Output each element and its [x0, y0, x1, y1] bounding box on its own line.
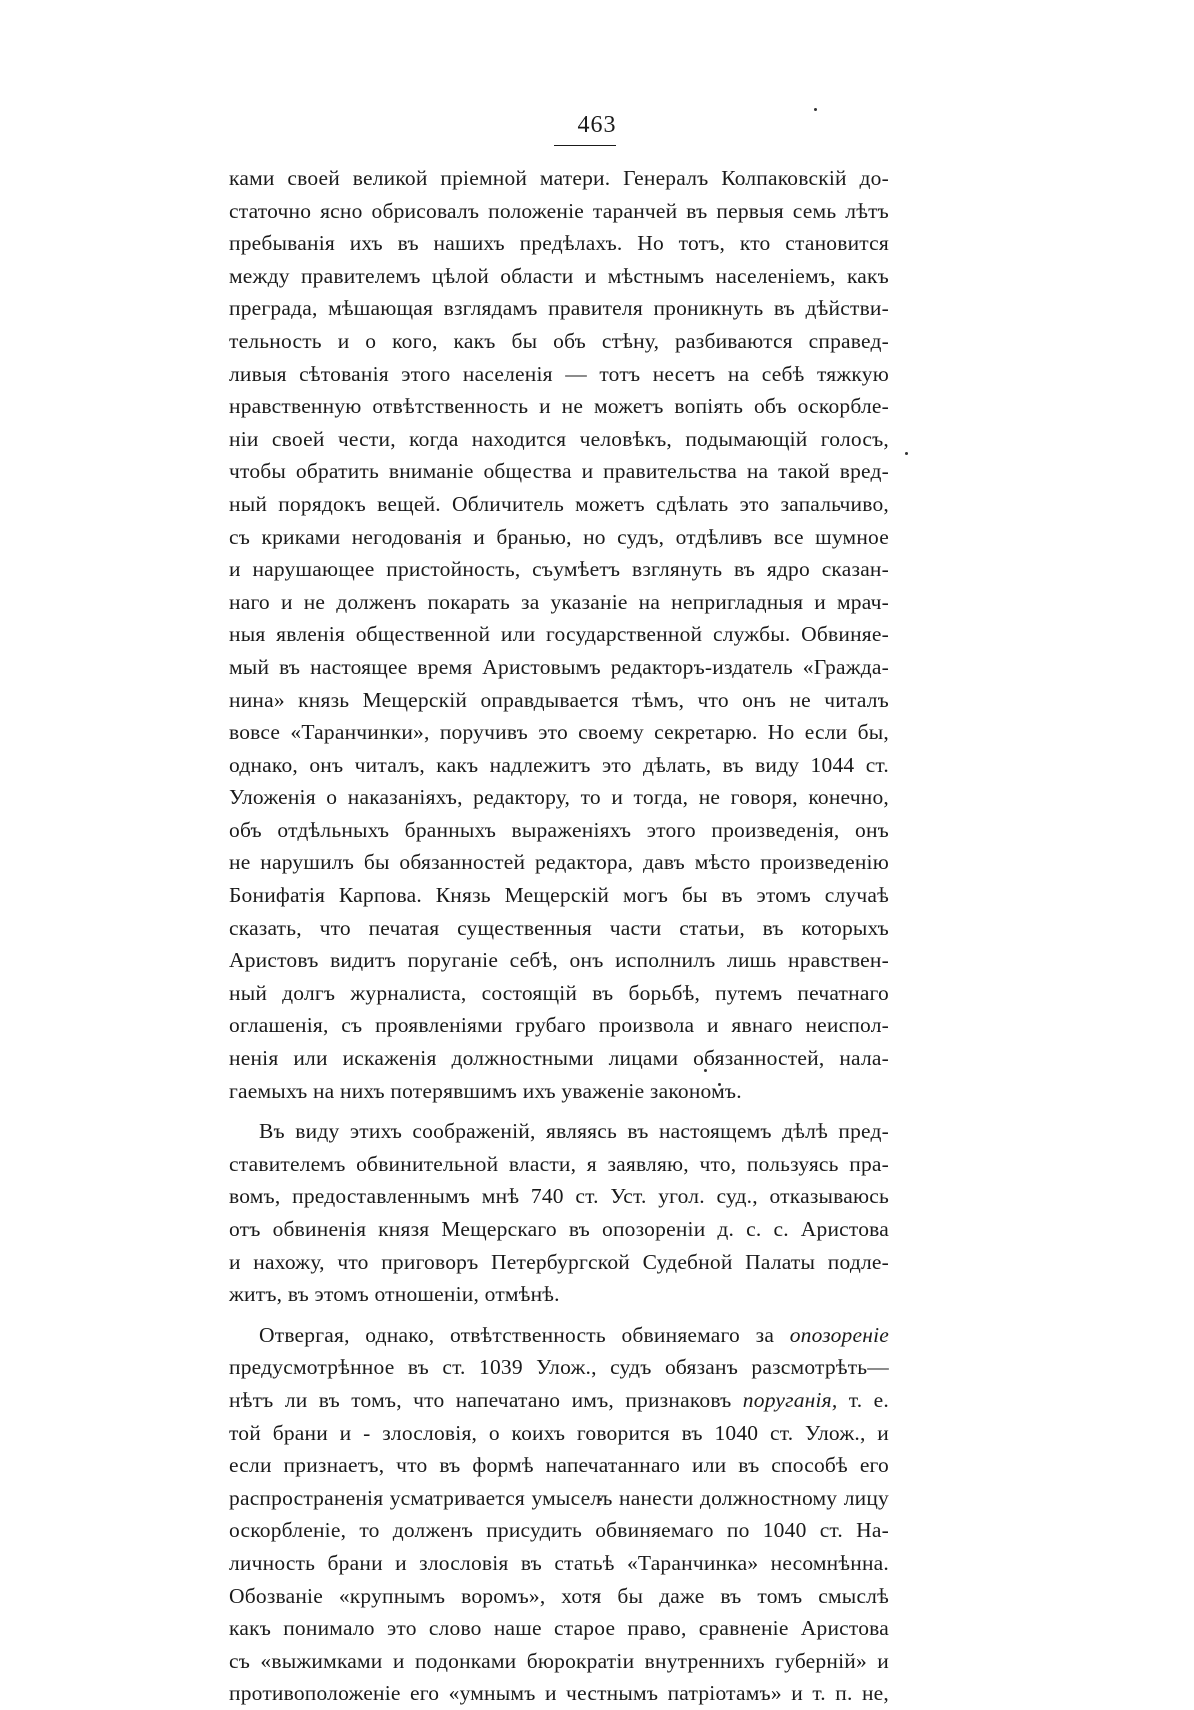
text-line: той брани и - злословія, о коихъ говорится въ 1040 ст. Улож., и: [229, 1420, 889, 1445]
text-line: и нахожу, что приговоръ Петербургской Судебной Палаты подле-: [229, 1249, 889, 1274]
page-number: 463: [577, 112, 617, 138]
text-line: однако, онъ читалъ, какъ надлежитъ это дѣлать, въ виду 1044 ст.: [229, 752, 889, 777]
paragraph-2: [229, 1115, 889, 1311]
paragraph-1: [229, 162, 889, 1107]
paragraph-3: [229, 1319, 889, 1710]
text-line: Аристовъ видитъ поруганіе себѣ, онъ исполнилъ лишь нравствен-: [229, 948, 889, 973]
text-line: ныя явленія общественной или государственной службы. Обвиняе-: [229, 622, 889, 647]
text-line: какъ понимало это слово наше старое право, сравненіе Аристова: [229, 1616, 889, 1641]
text-line: съ криками негодованія и бранью, но судъ, отдѣливъ все шумное: [229, 524, 889, 549]
text-line: между правителемъ цѣлой области и мѣстнымъ населеніемъ, какъ: [229, 263, 889, 288]
text-line: ніи своей чести, когда находится человѣкъ, подымающій голосъ,: [229, 426, 889, 451]
text-line: ненія или искаженія должностными лицами обязанностей, нала-: [229, 1046, 889, 1071]
paragraph-gap: [229, 1107, 889, 1115]
text-line: съ «выжимками и подонками бюрократіи внутреннихъ губерній» и: [229, 1648, 889, 1673]
text-line: Бонифатія Карпова. Князь Мещерскій могъ бы въ этомъ случаѣ: [229, 883, 889, 908]
text-line: предусмотрѣнное въ ст. 1039 Улож., судъ обязанъ разсмотрѣть—: [229, 1355, 889, 1380]
text-line: нина» князь Мещерскій оправдывается тѣмъ, что онъ не читалъ: [229, 687, 889, 712]
text-line: ками своей великой пріемной матери. Генералъ Колпаковскій до-: [229, 166, 889, 190]
text-line: пребыванія ихъ въ нашихъ предѣлахъ. Но тотъ, кто становится: [229, 231, 889, 256]
text-line: преграда, мѣшающая взглядамъ правителя проникнуть въ дѣйстви-: [229, 296, 889, 321]
text-line: ный порядокъ вещей. Обличитель можетъ сдѣлать это запальчиво,: [229, 491, 889, 516]
text-line: гаемыхъ на нихъ потерявшимъ ихъ уваженіе закономъ.: [229, 1078, 742, 1103]
text-line: нѣтъ ли въ томъ, что напечатано имъ, признаковъ поруганія, т. е.: [229, 1387, 889, 1412]
text-line: объ отдѣльныхъ бранныхъ выраженіяхъ этого произведенія, онъ: [229, 817, 889, 842]
text-line: оглашенія, съ проявленіями грубаго произвола и явнаго неиспол-: [229, 1013, 889, 1038]
page-number-rule: [554, 145, 616, 146]
text-line: распространенія усматривается умыселъ нанести должностному лицу: [229, 1485, 889, 1510]
body-text: [229, 162, 889, 1710]
italic-term: опозореніе: [789, 1322, 889, 1347]
text-line: вовсе «Таранчинки», поручивъ это своему секретарю. Но если бы,: [229, 720, 889, 745]
text-line: ливыя сѣтованія этого населенія — тотъ несетъ на себѣ тяжкую: [229, 361, 889, 386]
text-line: ставителемъ обвинительной власти, я заявляю, что, пользуясь пра-: [229, 1151, 889, 1176]
italic-term: поруганія,: [742, 1387, 838, 1412]
text-line: не нарушилъ бы обязанностей редактора, давъ мѣсто произведенію: [229, 850, 889, 875]
text-line: Обозваніе «крупнымъ воромъ», хотя бы даже въ томъ смыслѣ: [229, 1583, 889, 1608]
text-line: наго и не долженъ покарать за указаніе на непригладныя и мрач-: [229, 589, 889, 614]
text-line: статочно ясно обрисовалъ положеніе таранчей въ первыя семь лѣтъ: [229, 198, 889, 223]
text-line: вомъ, предоставленнымъ мнѣ 740 ст. Уст. угол. суд., отказываюсь: [229, 1184, 889, 1209]
text-line: мый въ настоящее время Аристовымъ редакторъ-издатель «Гражда-: [229, 654, 889, 679]
text-line: если признаетъ, что въ формѣ напечатаннаго или въ способѣ его: [229, 1453, 889, 1478]
text-line: отъ обвиненія князя Мещерскаго въ опозореніи д. с. с. Аристова: [229, 1217, 889, 1241]
text-line: нравственную отвѣтственность и не можетъ вопіять объ оскорбле-: [229, 394, 889, 419]
text-line: сказать, что печатая существенныя части статьи, въ которыхъ: [229, 915, 889, 940]
text-line: противоположеніе его «умнымъ и честнымъ патріотамъ» и т. п. не,: [229, 1681, 889, 1706]
text-line: личность брани и злословія въ статьѣ «Таранчинка» несомнѣнна.: [229, 1550, 889, 1575]
text-line: тельность и о кого, какъ бы объ стѣну, разбиваются справед-: [229, 328, 889, 353]
text-line: оскорбленіе, то долженъ присудить обвиняемаго по 1040 ст. На-: [229, 1518, 889, 1543]
text-line: Уложенія о наказаніяхъ, редактору, то и тогда, не говоря, конечно,: [229, 785, 889, 810]
paragraph-gap: [229, 1311, 889, 1319]
stray-mark: [814, 108, 817, 111]
text-line: Въ виду этихъ соображеній, являясь въ настоящемъ дѣлѣ пред-: [259, 1119, 889, 1144]
text-line: Отвергая, однако, отвѣтственность обвиняемаго за опозореніе: [259, 1322, 889, 1347]
text-line: житъ, въ этомъ отношеніи, отмѣнѣ.: [229, 1282, 560, 1307]
stray-mark: [905, 452, 908, 455]
text-line: чтобы обратить вниманіе общества и правительства на такой вред-: [229, 459, 889, 484]
text-line: ный долгъ журналиста, состоящій въ борьбѣ, путемъ печатнаго: [229, 980, 889, 1005]
text-line: и нарушающее пристойность, съумѣетъ взглянуть въ ядро сказан-: [229, 557, 889, 582]
